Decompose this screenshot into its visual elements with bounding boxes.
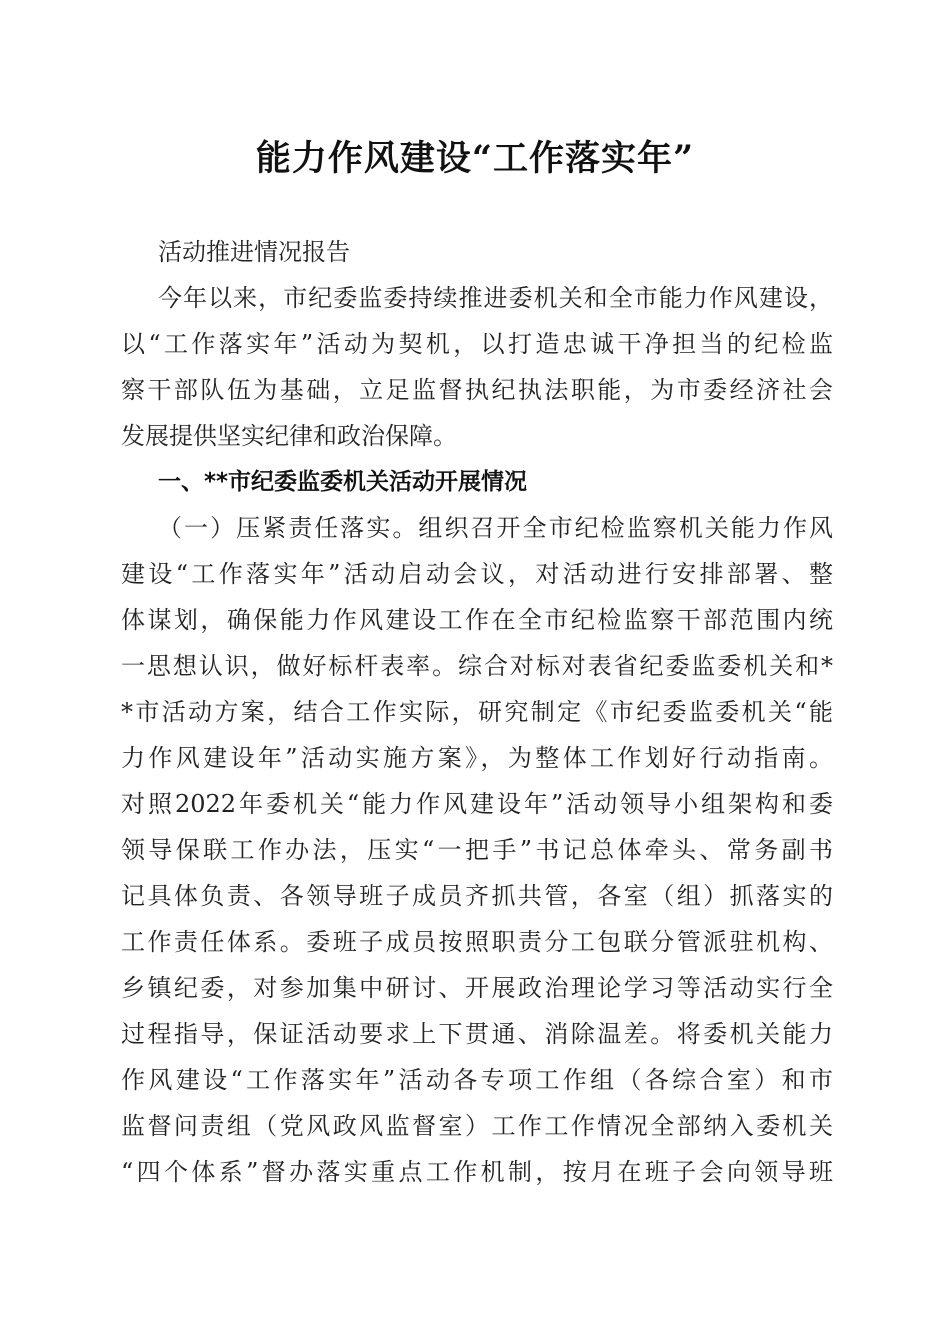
intro-line: 发展提供坚实纪律和政治保障。 [121, 422, 457, 450]
body-line: 乡镇纪委，对参加集中研讨、开展政治理论学习等活动实行全 [121, 974, 833, 1002]
body-line: 过程指导，保证活动要求上下贯通、消除温差。将委机关能力 [121, 1020, 833, 1048]
body-line: *市活动方案，结合工作实际，研究制定《市纪委监委机关“能 [121, 698, 833, 726]
body-line: 力作风建设年”活动实施方案》，为整体工作划好行动指南。 [121, 744, 833, 772]
body-line: 体谋划，确保能力作风建设工作在全市纪检监察干部范围内统 [121, 606, 833, 634]
body-line: 作风建设“工作落实年”活动各专项工作组（各综合室）和市 [121, 1066, 833, 1094]
body-line: 对照2022年委机关“能力作风建设年”活动领导小组架构和委 [121, 790, 833, 818]
body-line: 一思想认识，做好标杆表率。综合对标对表省纪委监委机关和* [121, 652, 833, 680]
document-title: 能力作风建设“工作落实年” [255, 138, 695, 179]
section-heading: 一、**市纪委监委机关活动开展情况 [158, 469, 528, 495]
body-line: “四个体系”督办落实重点工作机制，按月在班子会向领导班 [121, 1158, 833, 1186]
document-subtitle: 活动推进情况报告 [158, 238, 350, 266]
body-line: 建设“工作落实年”活动启动会议，对活动进行安排部署、整 [121, 560, 833, 588]
body-line: 领导保联工作办法，压实“一把手”书记总体牵头、常务副书 [121, 836, 833, 864]
intro-line: 以“工作落实年”活动为契机，以打造忠诚干净担当的纪检监 [121, 330, 833, 358]
intro-line: 今年以来，市纪委监委持续推进委机关和全市能力作风建设， [158, 284, 833, 312]
body-line: （一）压紧责任落实。组织召开全市纪检监察机关能力作风 [158, 514, 833, 542]
body-line: 工作责任体系。委班子成员按照职责分工包联分管派驻机构、 [121, 928, 833, 956]
body-line: 记具体负责、各领导班子成员齐抓共管，各室（组）抓落实的 [121, 882, 833, 910]
body-line: 监督问责组（党风政风监督室）工作工作情况全部纳入委机关 [121, 1112, 833, 1140]
intro-line: 察干部队伍为基础，立足监督执纪执法职能，为市委经济社会 [121, 376, 833, 404]
